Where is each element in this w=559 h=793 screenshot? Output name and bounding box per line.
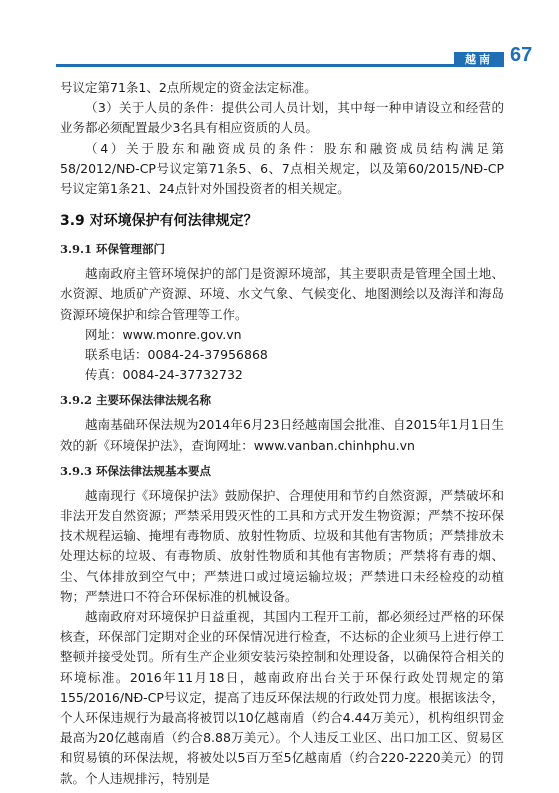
paragraph-enforcement: 越南政府对环境保护日益重视，其国内工程开工前，都必须经过严格的环保核查，环保部门定期对企业的环保情况进行检查，不达标的企业须马上进行停工整顿并接受处罚。所有生产企业须安装污染控制和处理设备，以确保符合相关的环境标准。2016年11月18日，越南政府出台关于环保行政处罚规定的第155/2016/NĐ-CP号议定，提高了违反环保法规的行政处罚力度。根据该法令，个人环保违规行为最高将被罚以10亿越南盾（约合4.44万美元），机构组织罚金最高为20亿越南盾（约合8.88万美元）。个人违反工业区、出口加工区、贸易区和贸易镇的环保法规，将被处以5百万至5亿越南盾（约合220-2220美元）的罚款。个人违规排污，特别是 [60, 609, 504, 786]
paragraph-prohibitions: 越南现行《环境保护法》鼓励保护、合理使用和节约自然资源，严禁破坏和非法开发自然资源；严禁采用毁灭性的工具和方式开发生物资源；严禁不按环保技术规程运输、掩埋有毒物质、放射性物质、垃圾和其他有害物质；严禁排放未处理达标的垃圾、有毒物质、放射性物质和其他有害物质；严禁将有毒的烟、尘、气体排放到空气中；严禁进口或过境运输垃圾；严禁进口未经检疫的动植物；严禁进口不符合环保标准的机械设备。 [60, 487, 504, 604]
paragraph-personnel-conditions: （3）关于人员的条件：提供公司人员计划，其中每一种申请设立和经营的业务都必须配置最少3名具有相应资质的人员。 [60, 100, 504, 136]
subsection-title-key-points: 3.9.3 环保法律法规基本要点 [60, 463, 212, 478]
header-country-label: 越南 [465, 53, 493, 66]
paragraph-capital-requirement: 号议定第71条1、2点所规定的资金法定标准。 [60, 80, 317, 95]
contact-phone: 联系电话：0084-24-37956868 [85, 347, 268, 363]
page-number: 67 [510, 44, 533, 66]
subsection-title-authority: 3.9.1 环保管理部门 [60, 242, 166, 257]
paragraph-laws: 越南基础环保法规为2014年6月23日经越南国会批准、自2015年1月1日生效的新《环境保护法》，查询网址：www.vanban.chinhphu.vn [60, 417, 504, 453]
subsection-title-laws: 3.9.2 主要环保法律法规名称 [60, 393, 212, 408]
contact-fax: 传真：0084-24-37732732 [85, 367, 243, 383]
paragraph-authority: 越南政府主管环境保护的部门是资源环境部，其主要职责是管理全国土地、水资源、地质矿产资源、环境、水文气象、气候变化、地图测绘以及海洋和海岛资源环境保护和综合管理等工作。 [60, 266, 504, 322]
section-title: 3.9 对环境保护有何法律规定？ [60, 213, 258, 230]
paragraph-shareholder-conditions: （4）关于股东和融资成员的条件：股东和融资成员结构满足第58/2012/NĐ-CP号议定第71条5、6、7点相关规定，以及第60/2015/NĐ-CP号议定第1条21、24点针对外国投资者的相关规定。 [60, 140, 504, 197]
page-body [60, 78, 504, 789]
contact-website: 网址：www.monre.gov.vn [85, 326, 242, 342]
header-rule [56, 64, 501, 67]
